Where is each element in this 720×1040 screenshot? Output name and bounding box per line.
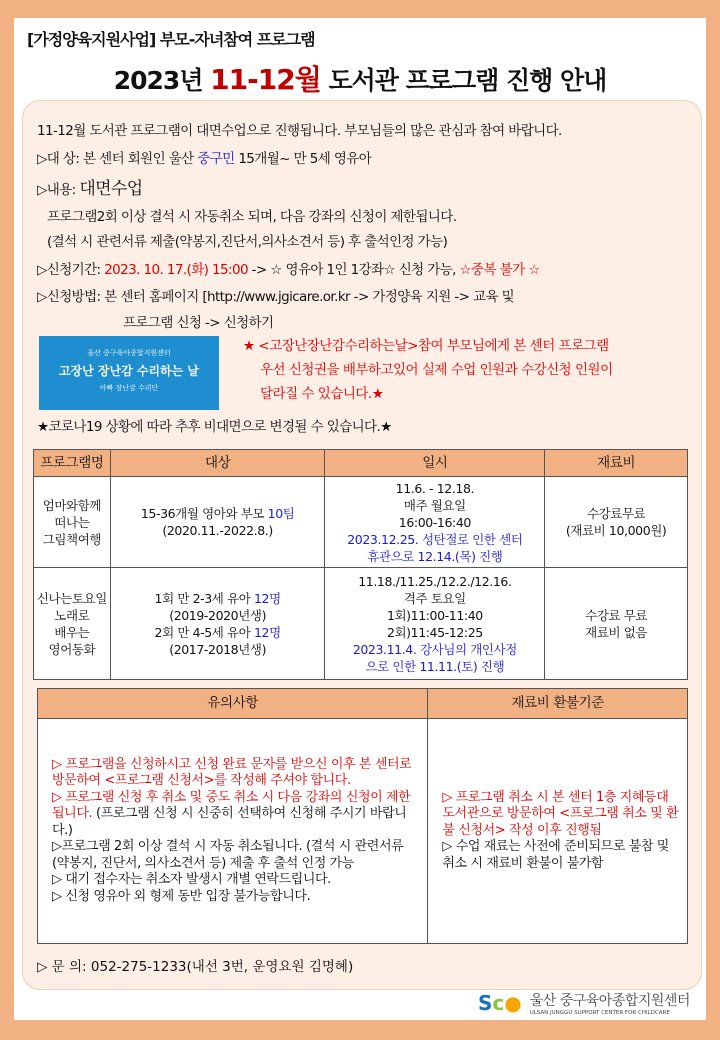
page-title — [0, 58, 720, 98]
program-schedule: 11.6. - 12.18. 매주 월요일 16:00-16:40 2023.12.25. 성탄절로 인한 센터 휴관으로 12.14.(목) 진행 — [325, 477, 545, 568]
program-target: 15-36개월 영아와 부모 10팀 (2020.11.-2022.8.) — [110, 477, 325, 568]
target-label: ▷대 상: 본 센터 회원인 울산 — [37, 151, 198, 167]
refund-item: ▷ 프로그램 취소 시 본 센터 1층 지혜등대 도서관으로 방문하여 <프로그램 취소 및 환불 신청서> 작성 이후 진행됨 — [442, 789, 679, 838]
content-value: 대면수업 — [79, 179, 143, 199]
content-note-1: 프로그램2회 이상 결석 시 자동취소 되며, 다음 강좌의 신청이 제한됩니다. — [47, 209, 457, 225]
col-header: 유의사항 — [38, 689, 428, 719]
content-line — [37, 174, 143, 199]
banner-sub: 아빠 장난감 수리단 — [99, 384, 159, 392]
title-months: 11-12월 — [210, 63, 321, 96]
col-header: 재료비 환불기준 — [428, 689, 688, 719]
notice-line: 우선 신청권을 배부하고있어 실제 수업 인원과 수강신청 인원이 — [260, 362, 613, 378]
notes-table — [37, 688, 688, 944]
notice-line: ★ <고장난장난감수리하는날>참여 부모님에게 본 센터 프로그램 — [243, 338, 609, 354]
program-fee: 수강료무료 (재료비 10,000원) — [545, 477, 688, 568]
col-header: 대상 — [110, 450, 325, 477]
period-line — [37, 258, 540, 278]
target-line — [37, 147, 371, 167]
program-schedule: 11.18./11.25./12.2./12.16. 격주 토요일 1회)11:00-11:40 2회)11:45-12:25 2023.11.4. 강사님의 개인사정 으로 인한 11.11.(토) 진행 — [325, 568, 545, 680]
col-header: 일시 — [325, 450, 545, 477]
target-district: 중구민 — [197, 151, 235, 167]
col-header: 재료비 — [545, 450, 688, 477]
program-target: 1회 만 2-3세 유아 12명 (2019-2020년생) 2회 만 4-5세 유아 12명 (2017-2018년생) — [110, 568, 325, 680]
toy-repair-banner — [39, 336, 219, 410]
caution-item: ▷ 프로그램을 신청하시고 신청 완료 문자를 받으신 이후 본 센터로 방문하여 <프로그램 신청서>를 작성해 주셔야 합니다. — [52, 756, 412, 789]
caution-item: ▷ 프로그램 신청 후 취소 및 중도 취소 시 다음 강좌의 신청이 제한됩니다. (프로그램 신청 시 신중히 선택하여 신청해 주시기 바랍니다.) — [52, 789, 411, 838]
period-no-duplicate: ☆중복 불가 ☆ — [459, 262, 540, 278]
period-rule: -> ☆ 영유아 1인 1강좌☆ 신청 가능, — [247, 262, 460, 278]
program-fee: 수강료 무료 재료비 없음 — [545, 568, 688, 680]
table-row — [34, 568, 688, 680]
contact-info: ▷ 문 의: 052-275-1233(내선 3번, 운영요원 김명혜) — [37, 959, 354, 975]
logo-name-en: ULSAN JUNGGU SUPPORT CENTER FOR CHILDCARE — [529, 1010, 670, 1016]
program-name: 엄마와함께 떠나는 그림책여행 — [34, 477, 111, 568]
program-table — [33, 449, 688, 680]
period-label: ▷신청기간: — [37, 262, 105, 278]
notice-line: 달라질 수 있습니다.★ — [260, 386, 384, 402]
caution-item: ▷프로그램 2회 이상 결석 시 자동 취소됩니다. (결석 시 관련서류(약봉지, 진단서, 의사소견서 등) 제출 후 출석 인정 가능 — [52, 839, 404, 871]
banner-title: 고장난 장난감 수리하는 날 — [58, 364, 200, 378]
logo-mark-icon: Sc● — [478, 991, 522, 1015]
target-age: 15개월~ 만 5세 영유아 — [234, 151, 372, 167]
col-header: 프로그램명 — [34, 450, 111, 477]
cautions-cell — [38, 719, 428, 944]
toy-repair-notice — [243, 334, 613, 406]
logo-name: 울산 중구육아종합지원센터 — [529, 993, 690, 1009]
content-label: ▷내용: — [37, 182, 80, 198]
caution-item: ▷ 신청 영유아 외 형제 동반 입장 불가능합니다. — [52, 888, 311, 904]
covid-notice: ★코로나19 상황에 따라 추후 비대면으로 변경될 수 있습니다.★ — [37, 419, 392, 435]
center-logo — [478, 990, 690, 1016]
content-note-2: (결석 시 관련서류 제출(약봉지,진단서,의사소견서 등) 후 출석인정 가능) — [47, 234, 448, 250]
refund-cell — [428, 719, 688, 944]
caution-item: ▷ 대기 접수자는 취소자 발생시 개별 연락드립니다. — [52, 872, 331, 888]
title-rest: 도서관 프로그램 진행 안내 — [320, 66, 607, 95]
intro-lead: 11-12월 도서관 프로그램이 대면수업으로 진행됩니다. 부모님들의 많은 관심과 참여 바랍니다. — [37, 123, 562, 139]
banner-org: 울산 중구육아종합지원센터 — [87, 349, 171, 357]
method-line-1: ▷신청방법: 본 센터 홈페이지 [http://www.jgicare.or.kr -> 가정양육 지원 -> 교육 및 — [37, 289, 515, 305]
title-year: 2023년 — [113, 66, 211, 95]
category-heading: [가정양육지원사업] 부모-자녀참여 프로그램 — [27, 30, 315, 49]
period-date: 2023. 10. 17.(화) 15:00 — [104, 262, 248, 278]
method-line-2: 프로그램 신청 -> 신청하기 — [123, 315, 274, 331]
refund-item: ▷ 수업 재료는 사전에 준비되므로 불참 및 취소 시 재료비 환불이 불가함 — [442, 839, 669, 871]
table-row — [34, 477, 688, 568]
program-name: 신나는토요일 노래로 배우는 영어동화 — [34, 568, 111, 680]
